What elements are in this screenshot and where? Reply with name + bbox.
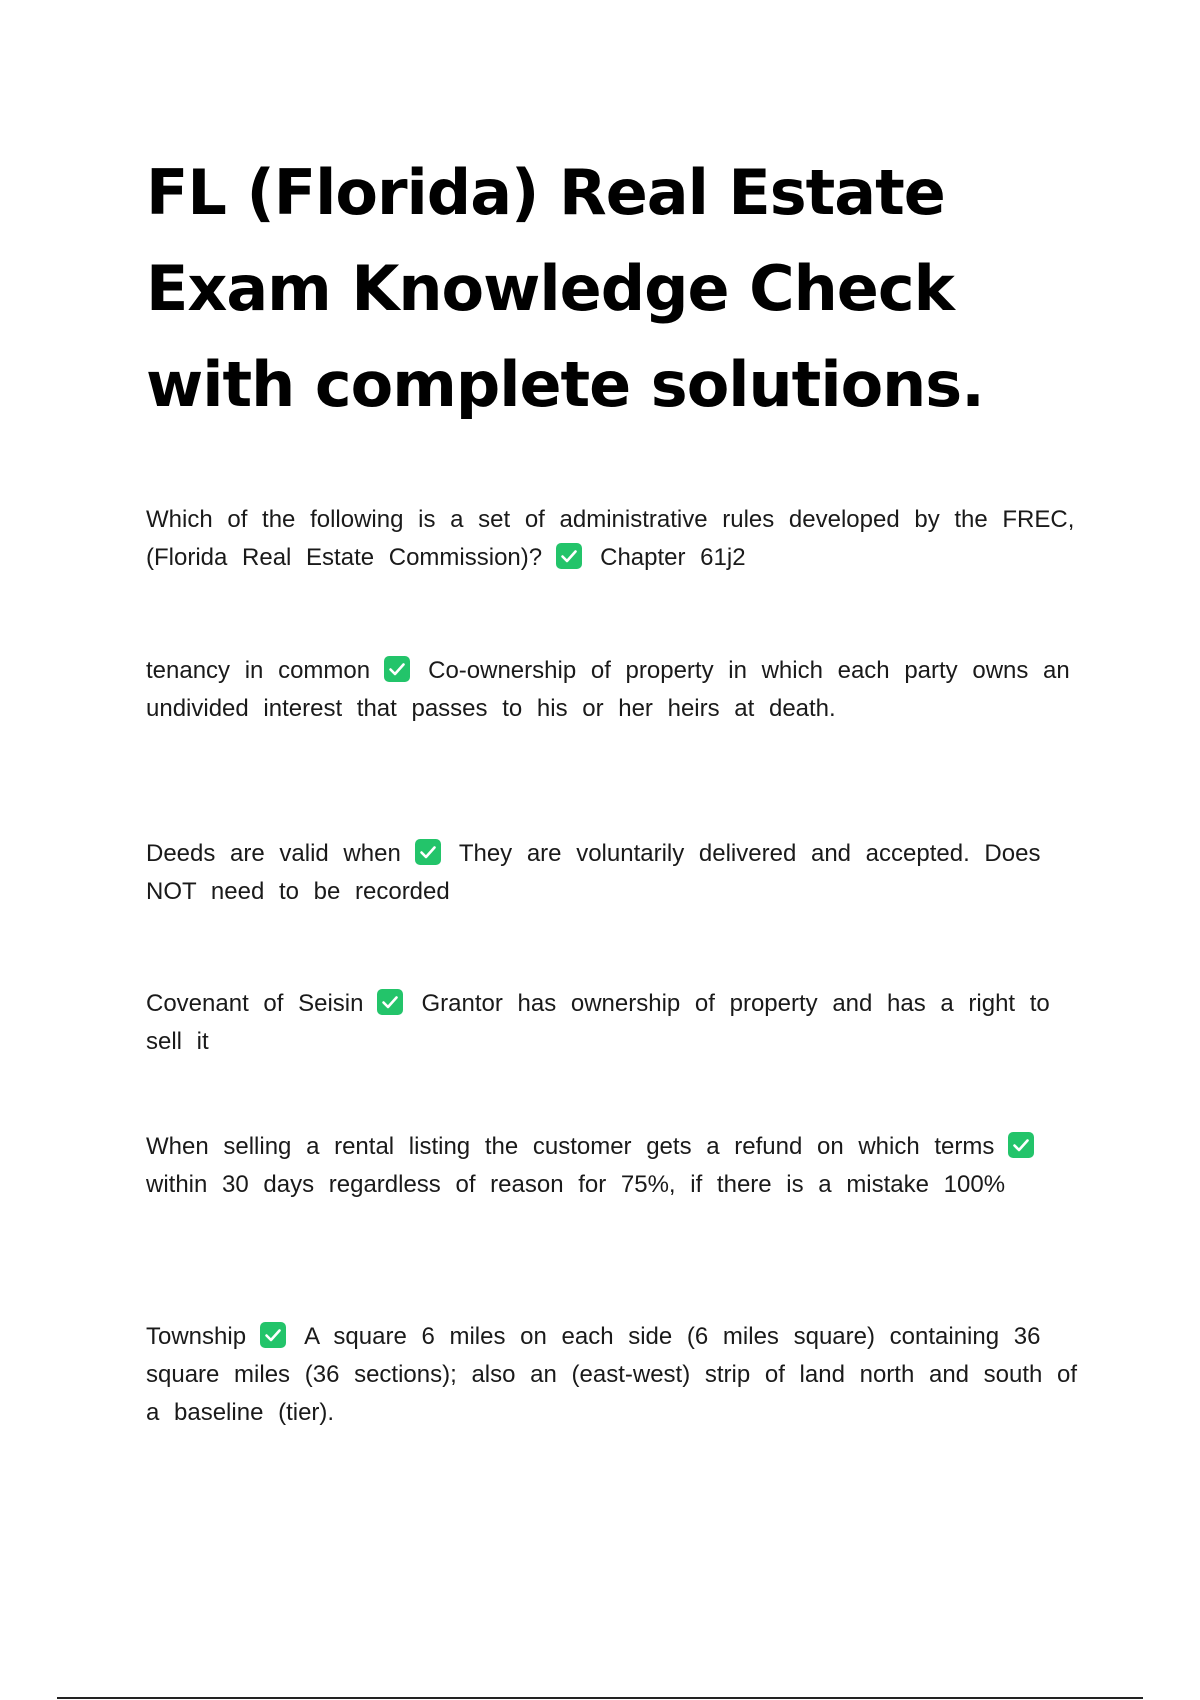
qa-item-6 — [146, 1318, 1096, 1432]
check-box-icon — [260, 1322, 286, 1348]
question-text: When selling a rental listing the customer gets a refund on which terms — [146, 1133, 995, 1160]
qa-item-5 — [146, 1128, 1096, 1204]
qa-item-4 — [146, 985, 1096, 1061]
answer-text: Chapter 61j2 — [600, 544, 746, 571]
question-text: Covenant of Seisin — [146, 990, 364, 1017]
question-text: tenancy in common — [146, 657, 371, 684]
qa-item-3 — [146, 835, 1096, 911]
document-title: FL (Florida) Real Estate Exam Knowledge Check with complete solutions. — [146, 156, 984, 421]
question-text: Deeds are valid when — [146, 840, 401, 867]
answer-text: Grantor has ownership of property and has a right to sell it — [146, 990, 1050, 1055]
check-box-icon — [1008, 1132, 1034, 1158]
qa-item-1 — [146, 501, 1096, 577]
check-box-icon — [377, 989, 403, 1015]
qa-item-2 — [146, 652, 1096, 728]
question-text: Township — [146, 1323, 247, 1350]
answer-text: A square 6 miles on each side (6 miles square) containing 36 square miles (36 sections); also an (east-west) strip of land north and south of a baseline (tier). — [146, 1323, 1078, 1426]
answer-text: They are voluntarily delivered and accepted. Does NOT need to be recorded — [146, 840, 1041, 905]
check-box-icon — [415, 839, 441, 865]
check-box-icon — [556, 543, 582, 569]
check-box-icon — [384, 656, 410, 682]
bottom-divider — [57, 1697, 1143, 1699]
answer-text: within 30 days regardless of reason for 75%, if there is a mistake 100% — [146, 1171, 1006, 1198]
question-text: Which of the following is a set of administrative rules developed by the FREC, (Florida Real Estate Commission)? — [146, 506, 1075, 571]
answer-text: Co-ownership of property in which each party owns an undivided interest that passes to his or her heirs at death. — [146, 657, 1070, 722]
